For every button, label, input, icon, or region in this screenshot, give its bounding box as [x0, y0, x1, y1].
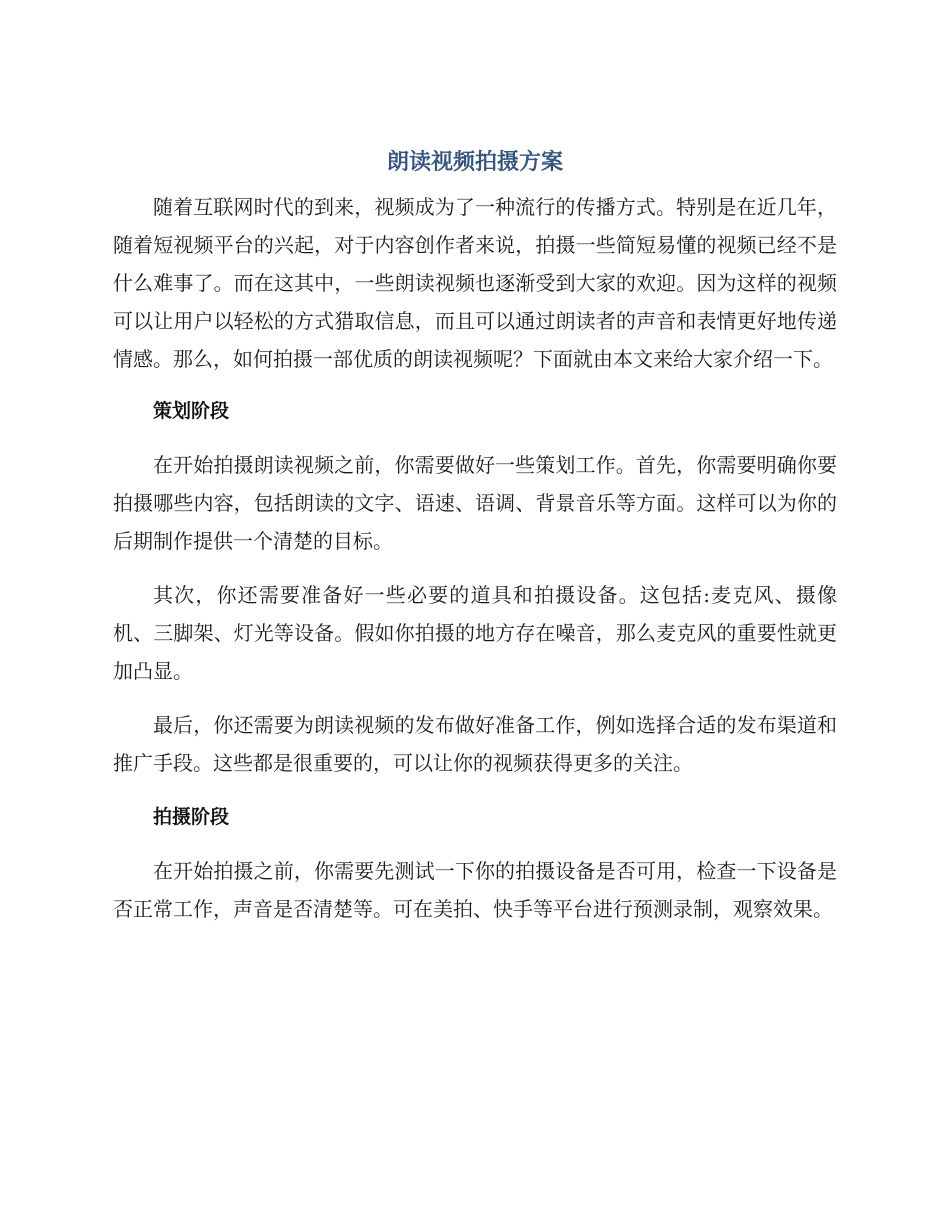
paragraph: 在开始拍摄之前，你需要先测试一下你的拍摄设备是否可用，检查一下设备是否正常工作，声音是否清楚等。可在美拍、快手等平台进行预测录制，观察效果。 [113, 859, 837, 921]
section-shooting [113, 798, 837, 928]
section-heading-planning: 策划阶段 [153, 400, 230, 422]
document-body [113, 188, 837, 944]
paragraph: 其次，你还需要准备好一些必要的道具和拍摄设备。这包括:麦克风、摄像机、三脚架、灯光等设备。假如你拍摄的地方存在噪音，那么麦克风的重要性就更加凸显。 [113, 583, 837, 683]
section-planning [113, 392, 837, 782]
paragraph: 最后，你还需要为朗读视频的发布做好准备工作，例如选择合适的发布渠道和推广手段。这些都是很重要的，可以让你的视频获得更多的关注。 [113, 713, 837, 775]
intro-paragraph: 随着互联网时代的到来，视频成为了一种流行的传播方式。特别是在近几年，随着短视频平台的兴起，对于内容创作者来说，拍摄一些简短易懂的视频已经不是什么难事了。而在这其中，一些朗读视频也逐渐受到大家的欢迎。因为这样的视频可以让用户以轻松的方式猎取信息，而且可以通过朗读者的声音和表情更好地传递情感。那么，如何拍摄一部优质的朗读视频呢？下面就由本文来给大家介绍一下。 [113, 195, 837, 371]
document-title: 朗读视频拍摄方案 [386, 150, 563, 175]
section-heading-shooting: 拍摄阶段 [153, 806, 230, 828]
paragraph: 在开始拍摄朗读视频之前，你需要做好一些策划工作。首先，你需要明确你要拍摄哪些内容，包括朗读的文字、语速、语调、背景音乐等方面。这样可以为你的后期制作提供一个清楚的目标。 [113, 453, 837, 553]
